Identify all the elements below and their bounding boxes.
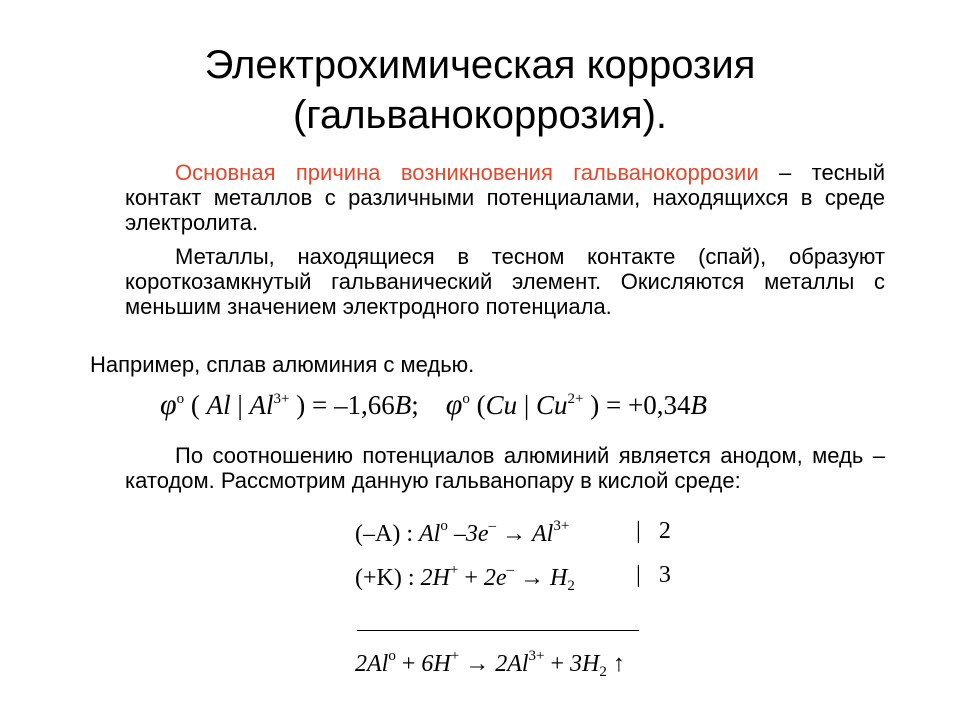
cathode-reaction: (+K) : $2H^+ + 2e^- \to H_2$ [355,562,575,594]
gas-release-arrow-icon: ↑ [612,651,625,677]
title-line-1: Электрохимическая коррозия [204,43,756,87]
title-line-2: (гальванокоррозия). [292,93,668,137]
reaction-arrow-icon: → [501,521,526,547]
potentials-equation: $\varphi^o$ ( Al | $Al^{3+}$ ) = –1,66B; $\varphi^o$ (Cu | $Cu^{2+}$ ) = +0,34B [160,388,707,421]
paragraph-galvanic-pair [125,443,885,493]
contact-text: Металлы, находящиеся в тесном контакте (спай), образуют короткозамкнутый гальванический элемент. Окисляются металлы с меньшим значением электродного потенциала. [125,244,885,319]
main-cause-highlight: Основная причина возникновения гальванокоррозии [175,160,759,185]
main-cause-text: – тесный контакт металлов с различными потенциалами, находящихся в среде электролита. [125,160,885,235]
cu-potential-value: +0,34 [627,390,691,420]
slide-title [0,40,960,140]
galvanic-pair-text: По соотношению потенциалов алюминий является анодом, медь – катодом. Рассмотрим данную гальванопару в кислой среде: [125,443,885,493]
paragraph-main-cause [125,160,885,235]
anode-coefficient: | 2 [636,518,671,544]
reaction-arrow-icon: → [465,651,490,677]
paragraph-contact [125,244,885,319]
summation-line [357,630,639,631]
reaction-arrow-icon: → [520,565,545,591]
al-potential-value: –1,66 [333,390,395,420]
anode-reaction: (–A) : Al$^o$ $-3e^- \to Al^{3+}$ [355,518,570,547]
example-text: Например, сплав алюминия с медью. [90,352,475,377]
overall-reaction: $2Al^o + 6H^+ \to 2Al^{3+} + 3H_2$ ↑ [355,648,625,680]
cathode-coefficient: | 3 [636,562,671,588]
